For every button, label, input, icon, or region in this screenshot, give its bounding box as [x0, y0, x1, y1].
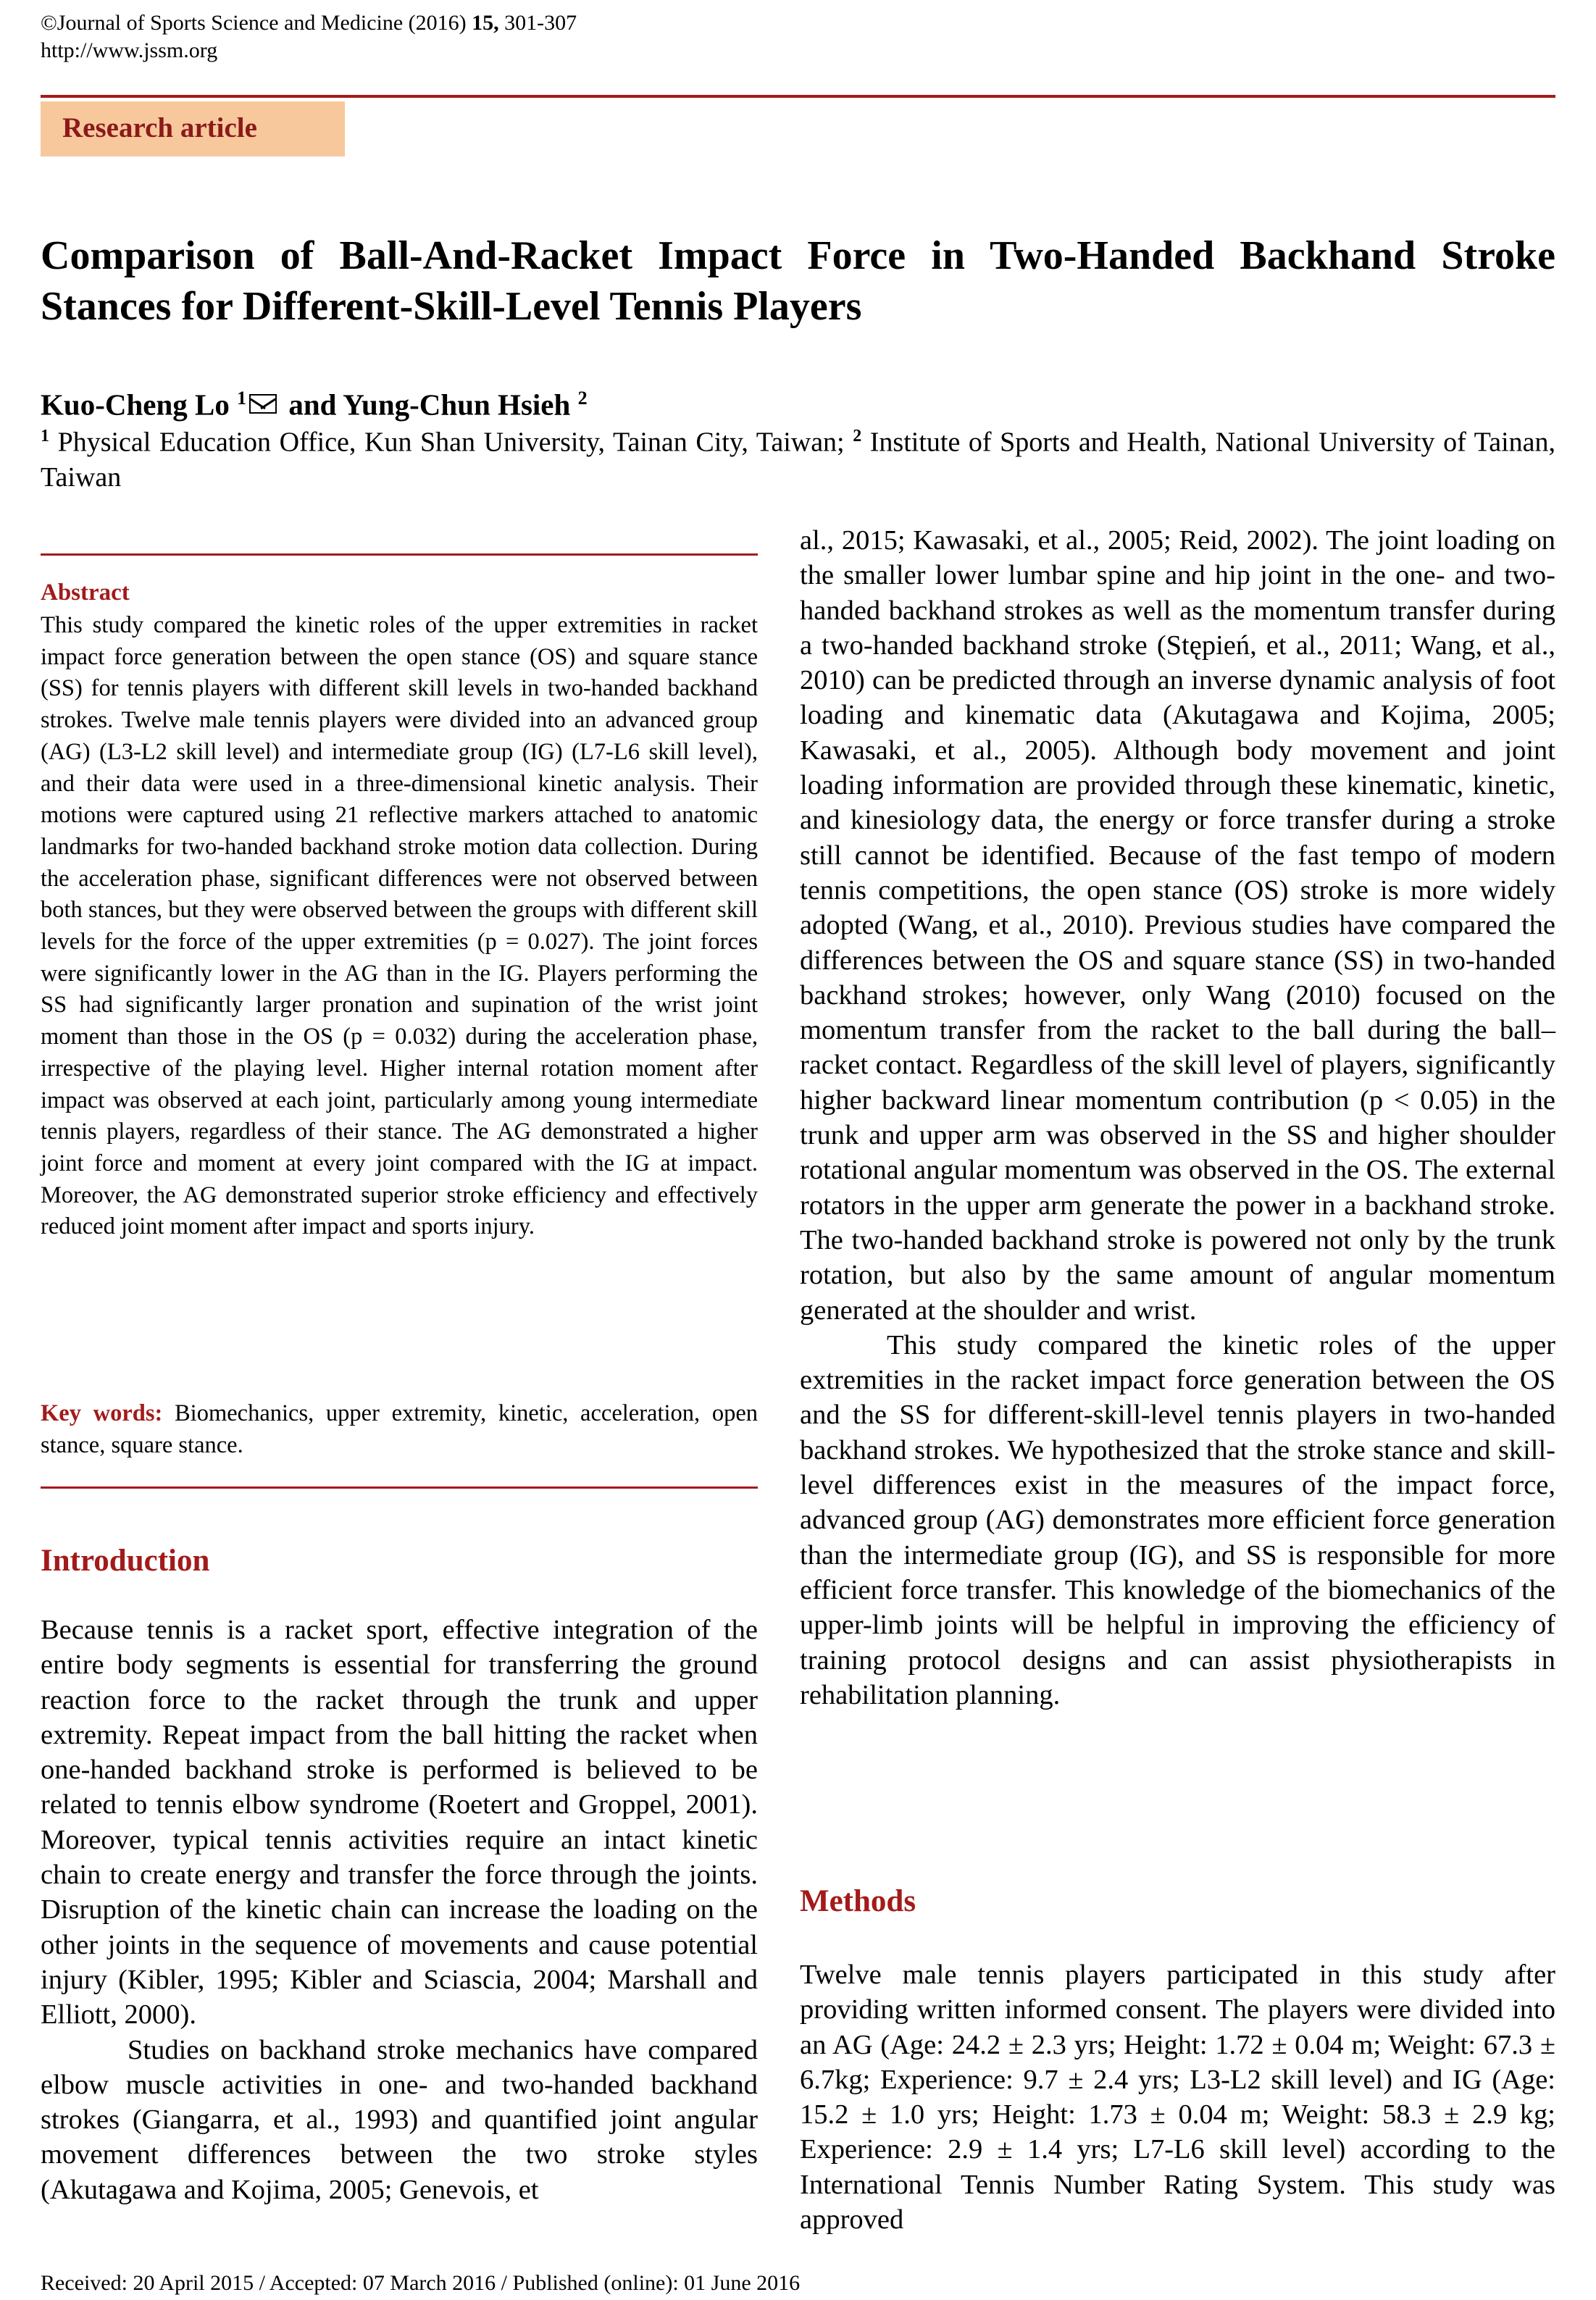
methods-heading: Methods — [800, 1884, 916, 1918]
header-rule — [41, 95, 1555, 98]
abstract-bottom-rule — [41, 1486, 758, 1489]
journal-name: ©Journal of Sports Science and Medicine (2016) — [41, 11, 472, 35]
author-1-affil-mark: 1 — [237, 388, 247, 409]
keywords-text: Biomechanics, upper extremity, kinetic, acceleration, open stance, square stance. — [41, 1400, 758, 1458]
author-line — [41, 378, 588, 425]
envelope-icon[interactable] — [249, 394, 277, 414]
affiliations — [41, 419, 1555, 495]
intro-paragraph-2-continued: al., 2015; Kawasaki, et al., 2005; Reid, 2002). The joint loading on the smaller lower lumbar spine and hip joint in the one- and two-handed backhand strokes as well as the momentum transfer during a two-handed backhand stroke (Stępień, et al., 2011; Wang, et al., 2010) can be predicted through an inverse dynamic analysis of foot loading and kinematic data (Akutagawa and Kojima, 2005; Kawasaki, et al., 2005). Although body movement and joint loading information are provided through these kinematic, kinetic, and kinesiology data, the energy or force transfer during a stroke still cannot be identified. Because of the fast tempo of modern tennis competitions, the open stance (OS) stroke is more widely adopted (Wang, et al., 2010). Previous studies have compared the differences between the OS and square stance (SS) in two-handed backhand strokes; however, only Wang (2010) focused on the momentum transfer from the racket to the ball during the ball–racket contact. Regardless of the skill level of players, significantly higher backward linear momentum contribution (p < 0.05) in the trunk and upper arm was observed in the SS and higher shoulder rotational angular momentum was observed in the OS. The external rotators in the upper arm generate the power in a backhand stroke. The two-handed backhand stroke is powered not only by the trunk rotation, but also by the same amount of angular momentum generated at the shoulder and wrist. — [800, 525, 1555, 1326]
affil-1: Physical Education Office, Kun Shan University, Tainan City, Taiwan; — [49, 427, 853, 458]
publication-dates: Received: 20 April 2015 / Accepted: 07 March 2016 / Published (online): 01 June 2016 — [41, 2271, 801, 2295]
introduction-right-column — [800, 523, 1555, 1713]
journal-volume: 15, — [472, 11, 499, 35]
author-connector: and Yung-Chun Hsieh — [281, 388, 578, 422]
introduction-left-column — [41, 1613, 758, 2207]
intro-paragraph-3: This study compared the kinetic roles of the upper extremities in the racket impact force generation between the OS and the SS for different-skill-level tennis players in two-handed backhand strokes. We hypothesized that the stroke stance and skill-level differences exist in the measures of the impact force, advanced group (AG) demonstrates more efficient force generation than the intermediate group (IG), and SS is responsible for more efficient force transfer. This knowledge of the biomechanics of the upper-limb joints will be helpful in improving the efficiency of training protocol designs and can assist physiotherapists in rehabilitation planning. — [800, 1329, 1555, 1710]
abstract-top-rule — [41, 553, 758, 556]
journal-url[interactable]: http://www.jssm.org — [41, 38, 218, 62]
author-1: Kuo-Cheng Lo — [41, 388, 238, 422]
journal-citation — [41, 9, 577, 38]
abstract-text: This study compared the kinetic roles of the upper extremities in racket impact force generation between the open stance (OS) and square stance (SS) for tennis players with different skill levels in two-handed backhand strokes. Twelve male tennis players were divided into an advanced group (AG) (L3-L2 skill level) and intermediate group (IG) (L7-L6 skill level), and their data were used in a three-dimensional kinetic analysis. Their motions were captured using 21 reflective markers attached to anatomic landmarks for two-handed backhand stroke motion data collection. During the acceleration phase, significant differences were not observed between both stances, but they were observed between the groups with different skill levels for the force of the upper extremities (p = 0.027). The joint forces were significantly lower in the AG than in the IG. Players performing the SS had significantly larger pronation and supination of the wrist joint moment than those in the OS (p = 0.032) during the acceleration phase, irrespective of the playing level. Higher internal rotation moment after impact was observed at each joint, particularly among young intermediate tennis players, regardless of their stance. The AG demonstrated a higher joint force and moment at every joint compared with the IG at impact. Moreover, the AG demonstrated superior stroke efficiency and effectively reduced joint moment after impact and sports injury. — [41, 612, 758, 1240]
intro-paragraph-2: Studies on backhand stroke mechanics have compared elbow muscle activities in one- and two-handed backhand strokes (Giangarra, et al., 1993) and quantified joint angular movement differences between the two stroke styles (Akutagawa and Kojima, 2005; Genevois, et — [41, 2034, 758, 2205]
introduction-heading: Introduction — [41, 1544, 210, 1578]
affil-2-mark: 2 — [853, 427, 862, 446]
keywords-label: Key words: — [41, 1400, 163, 1426]
journal-pages: 301-307 — [498, 11, 577, 35]
article-title: Comparison of Ball-And-Racket Impact Force in Two-Handed Backhand Stroke Stances for Different-Skill-Level Tennis Players — [41, 233, 1555, 329]
author-2-affil-mark: 2 — [577, 388, 588, 409]
methods-text: Twelve male tennis players participated in this study after providing written informed consent. The players were divided into an AG (Age: 24.2 ± 2.3 yrs; Height: 1.72 ± 0.04 m; Weight: 67.3 ± 6.7kg; Experience: 9.7 ± 2.4 yrs; L3-L2 skill level) and IG (Age: 15.2 ± 1.0 yrs; Height: 1.73 ± 0.04 m; Weight: 58.3 ± 2.9 kg; Experience: 2.9 ± 1.4 yrs; L7-L6 skill level) according to the International Tennis Number Rating System. This study was approved — [800, 1960, 1555, 2236]
article-type-label: Research article — [62, 112, 257, 143]
keywords — [41, 1398, 758, 1461]
article-type-badge — [41, 101, 345, 156]
intro-paragraph-1: Because tennis is a racket sport, effective integration of the entire body segments is essential for transferring the ground reaction force to the racket through the trunk and upper extremity. Repeat impact from the ball hitting the racket when one-handed backhand stroke is performed is believed to be related to tennis elbow syndrome (Roetert and Groppel, 2001). Moreover, typical tennis activities require an intact kinetic chain to create energy and transfer the force through the joints. Disruption of the kinetic chain can increase the loading on the other joints in the sequence of movements and cause potential injury (Kibler, 1995; Kibler and Sciascia, 2004; Marshall and Elliott, 2000). — [41, 1615, 758, 2031]
abstract-heading: Abstract — [41, 580, 130, 606]
affil-2: Institute of Sports and Health, National University of Tainan, Taiwan — [41, 427, 1555, 493]
affil-1-mark: 1 — [41, 427, 49, 446]
